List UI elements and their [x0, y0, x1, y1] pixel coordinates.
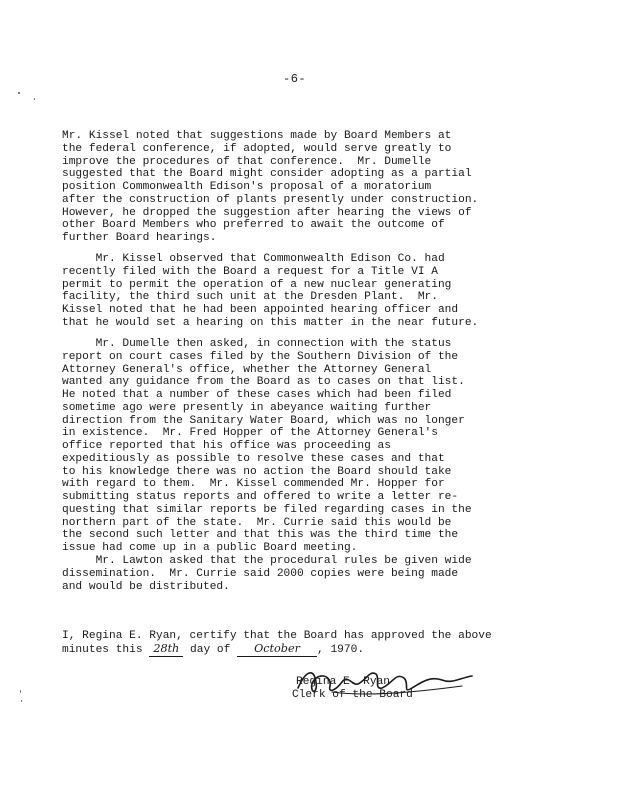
text-line: the federal conference, if adopted, would serve greatly to — [62, 142, 452, 155]
scan-speck — [34, 98, 35, 100]
scan-speck — [20, 690, 21, 693]
certification-day: 28th — [149, 643, 183, 657]
paragraph-kissel-suggestions — [62, 130, 562, 245]
text-line: He noted that a number of these cases which had been filed — [62, 389, 452, 401]
signer-name: Regina E. Ryan — [296, 676, 390, 688]
text-line: with regard to them. Mr. Kissel commended Mr. Hopper for — [62, 478, 445, 491]
text-line: expeditiously as possible to resolve these cases and that — [62, 452, 445, 465]
text-line: improve the procedures of that conference. Mr. Dumelle — [62, 155, 432, 168]
text-line: permit to permit the operation of a new nuclear generating — [62, 278, 452, 291]
certification-statement — [62, 630, 562, 657]
text-line: sometime ago were presently in abeyance waiting further — [62, 401, 432, 414]
text-line: Kissel noted that he had been appointed hearing officer and — [62, 304, 459, 316]
text-line: issue had come up in a public Board meeting. — [62, 542, 358, 554]
certification-line-1: I, Regina E. Ryan, certify that the Board has approved the above — [62, 630, 492, 642]
text-line: report on court cases filed by the Southern Division of the — [62, 350, 459, 363]
certification-suffix: , 1970. — [317, 643, 365, 656]
text-line: northern part of the state. Mr. Currie said this would be — [62, 516, 452, 529]
text-line: the second such letter and that this was the third time the — [62, 529, 459, 542]
paragraph-procedural-rules — [62, 555, 562, 593]
text-line: Mr. Kissel noted that suggestions made by Board Members at — [62, 130, 452, 142]
scan-speck — [18, 92, 20, 94]
page-number: -6- — [283, 72, 307, 86]
text-line: further Board hearings. — [62, 232, 217, 244]
text-line: Mr. Kissel observed that Commonwealth Edison Co. had — [62, 253, 445, 265]
certification-month: October — [237, 643, 317, 657]
text-line: wanted any guidance from the Board as to cases on that list. — [62, 376, 465, 389]
text-line: that he would set a hearing on this matter in the near future. — [62, 316, 479, 329]
text-line: Mr. Dumelle then asked, in connection with the status — [62, 338, 452, 350]
text-line: direction from the Sanitary Water Board, which was no longer — [62, 414, 465, 427]
text-line: suggested that the Board might consider adopting as a partial — [62, 168, 472, 181]
text-line: other Board Members who preferred to await the outcome of — [62, 219, 445, 232]
text-line: questing that similar reports be filed regarding cases in the — [62, 503, 472, 516]
scan-speck — [21, 700, 22, 702]
text-line: recently filed with the Board a request for a Title VI A — [62, 265, 438, 278]
text-line: in existence. Mr. Fred Hopper of the Attorney General's — [62, 427, 438, 440]
text-line: Mr. Lawton asked that the procedural rules be given wide — [62, 555, 472, 567]
text-line: office reported that his office was proceeding as — [62, 440, 391, 452]
signer-block — [292, 676, 413, 702]
text-line: However, he dropped the suggestion after hearing the views of — [62, 206, 472, 219]
text-line: submitting status reports and offered to write a letter re- — [62, 491, 459, 503]
text-line: dissemination. Mr. Currie said 2000 copies were being made — [62, 567, 459, 580]
text-line: and would be distributed. — [62, 580, 230, 593]
text-line: after the construction of plants presently under construction. — [62, 193, 479, 206]
text-line: position Commonwealth Edison's proposal of a moratorium — [62, 181, 432, 193]
certification-prefix: minutes this — [62, 643, 143, 656]
certification-line-2 — [62, 643, 562, 657]
text-line: facility, the third such unit at the Dresden Plant. Mr. — [62, 291, 438, 304]
signer-title: Clerk of the Board — [292, 688, 413, 701]
text-line: to his knowledge there was no action the Board should take — [62, 465, 452, 478]
text-line: Attorney General's office, whether the Attorney General — [62, 363, 432, 376]
paragraph-court-cases-status — [62, 338, 562, 555]
certification-mid: day of — [190, 643, 231, 656]
paragraph-title-vi-permit — [62, 253, 562, 330]
